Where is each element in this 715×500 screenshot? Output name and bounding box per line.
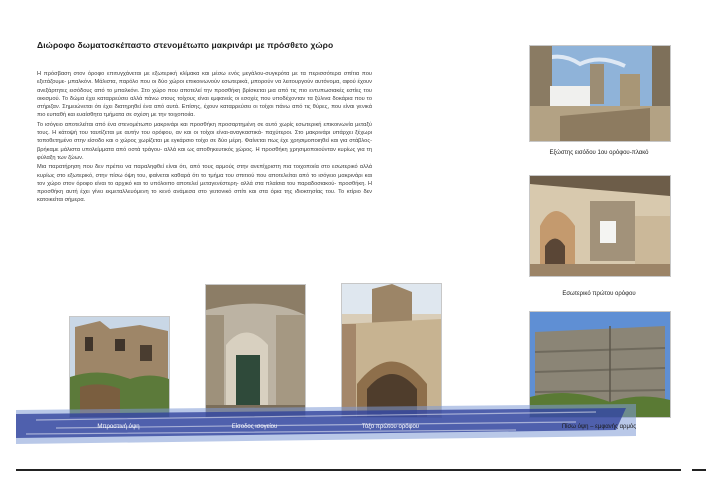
- body-text: [37, 70, 372, 206]
- photo-first-floor-arch: [341, 283, 442, 418]
- caption-rear-view: Πίσω όψη – εμφανής αρμός: [561, 424, 637, 430]
- caption-front-view: Μπροστινή όψη: [97, 424, 140, 430]
- caption-balcony-entrance: Εξώστης εισόδου 1ου ορόφου-πλακό: [549, 150, 649, 156]
- paragraph-upper-floor: Η πρόσβαση στον όροφο επιτυγχάνεται με εξωτερική κλίμακα και μέσω ενός μεγάλου-συγκρότα με τα περισσότερα σπίτια που εξετάζουμε- μπαλκόνι. Μάλιστα, παρόλο που οι δύο χώροι επικοινωνούν εσωτερικά, μπορούν να λειτουργούν αυτόνομα, αφού έχουν ανεξάρτητες εισόδους από το μπαλκόνι. Στο χώρο που αποτελεί την προσθήκη βρίσκεται μια από τις πιο εντυπωσιακές εστίες του οικισμού. Το δώμα έχει καταρρεύσει αλλά πάνω στους τοίχους είναι εμφανείς οι εσοχές που υποδέχονταν τα ξύλινα δοκάρια που το στήριζαν. Σημειώνεται ότι έχει διατηρηθεί ένα από αυτά. Επίσης, έχουν καταρρεύσει οι τοίχοι πάνω από τις θύρες, που είναι γενικά πιο ευπαθή και ευαίσθητα τμήματα σε σχέση με την τοιχοποιία.: [37, 71, 372, 119]
- paragraph-ground-floor: Το ισόγειο αποτελείται από ένα στενομέτωπο μακρινάρι και προσθήκη προσαρτημένη σε αυτό χωρίς εσωτερική επικοινωνία μεταξύ τους. Η κάτοψή του ταυτίζεται με αυτήν του ορόφου, αν και οι τοίχοι είναι-αναγκαστικά- παχύτεροι. Στο μακρινάρι υπάρχει ξέχωρι τοποθετημένο στην είσοδο και ο χώρος χωρίζεται με εγκάρσιο τοίχο σε δύο μέρη. Φαίνεται πως έχε χρησιμοποιηθεί και για στάβλος-βρήκαμε μάλιστα υπολείμματα από οστά τράγου- αλλά και ως αποθηκευτικός χώρος. Η προσθήκη χρησιμοποιούνταν κυρίως για τη φύλαξη των ζώων.: [37, 121, 372, 161]
- balcony-entrance-image: [530, 46, 670, 141]
- ground-entrance-image: [206, 285, 305, 417]
- interior-first-floor-image: [530, 176, 670, 276]
- caption-first-floor-arch: Τόξο πρώτου ορόφου: [361, 424, 420, 430]
- caption-ground-entrance: Είσοδος ισογείου: [231, 424, 278, 430]
- page-title: Διώροφο δωματοσκέπαστο στενομέτωπο μακρινάρι με πρόσθετο χώρο: [37, 40, 334, 50]
- photo-interior-first-floor: [529, 175, 671, 277]
- bottom-dash: [692, 469, 706, 471]
- first-floor-arch-image: [342, 284, 441, 417]
- paragraph-observation: Μια παρατήρηση που δεν πρέπει να παραληφθεί είναι ότι, από τους αρμούς στην ανεπίχριστη πια τοιχοποιία στο εσωτερικό αλλά κυρίως στο εξωτερικό, στην πίσω όψη του, φαίνεται καθαρά ότι το τμήμα του σπιτιού που αποτελείται από το ισόγειο μακρινάρι και τον χώρο στον όροφο είναι το αρχικό και το υπόλοιπο αποτελεί μεταγενέστερη- αλλά στα πλαίσια του παραδοσιακού- προσθήκη. Η προσθήκη αυτή έχει γίνει εκμεταλλευόμενη το κενό ανάμεσα στο γειτονικό σπίτι και στα όρια της ιδιοκτησίας του. Το κτίριο δεν κατοικείται σήμερα.: [37, 164, 372, 204]
- caption-interior-first-floor: Εσωτερικό πρώτου ορόφου: [562, 291, 636, 297]
- photo-ground-entrance: [205, 284, 306, 418]
- photo-balcony-entrance: [529, 45, 671, 142]
- bottom-rule: [16, 469, 681, 471]
